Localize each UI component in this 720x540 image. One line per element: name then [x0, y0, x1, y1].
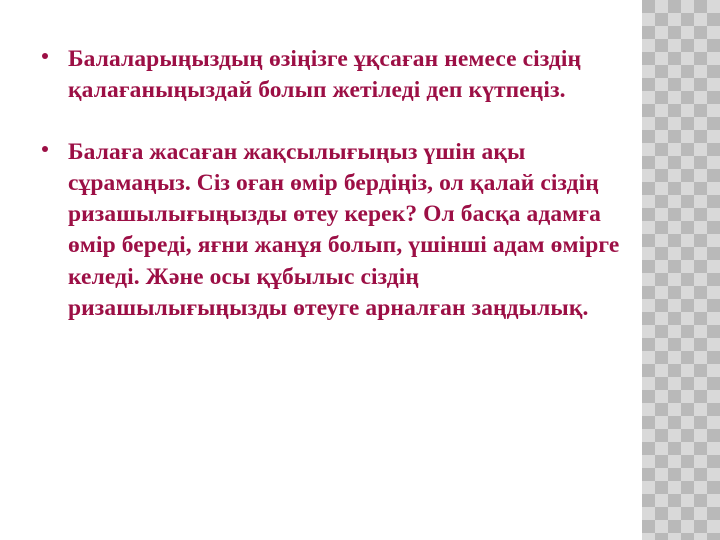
list-item	[34, 44, 634, 107]
bullet-dot-icon	[42, 146, 48, 152]
bullet-list	[34, 44, 634, 324]
slide-content-body	[34, 44, 634, 324]
bullet-text: Балаларыңыздың өзіңізге ұқсаған немесе сіздің қалағаныңыздай болып жетіледі деп күтпеңіз.	[68, 46, 582, 104]
bullet-text: Балаға жасаған жақсылығыңыз үшін ақы сұрамаңыз. Сіз оған өмір бердіңіз, ол қалай сіздің ризашылығыңызды өтеу керек? Ол басқа адамға өмір береді, яғни жанұя болып, үшінші адам өмірге келеді. Және осы құбылыс сіздің ризашылығыңызды өтеуге арналған заңдылық.	[68, 138, 620, 321]
list-item	[34, 137, 634, 325]
bullet-dot-icon	[42, 53, 48, 59]
decorative-checkered-band	[642, 0, 720, 540]
